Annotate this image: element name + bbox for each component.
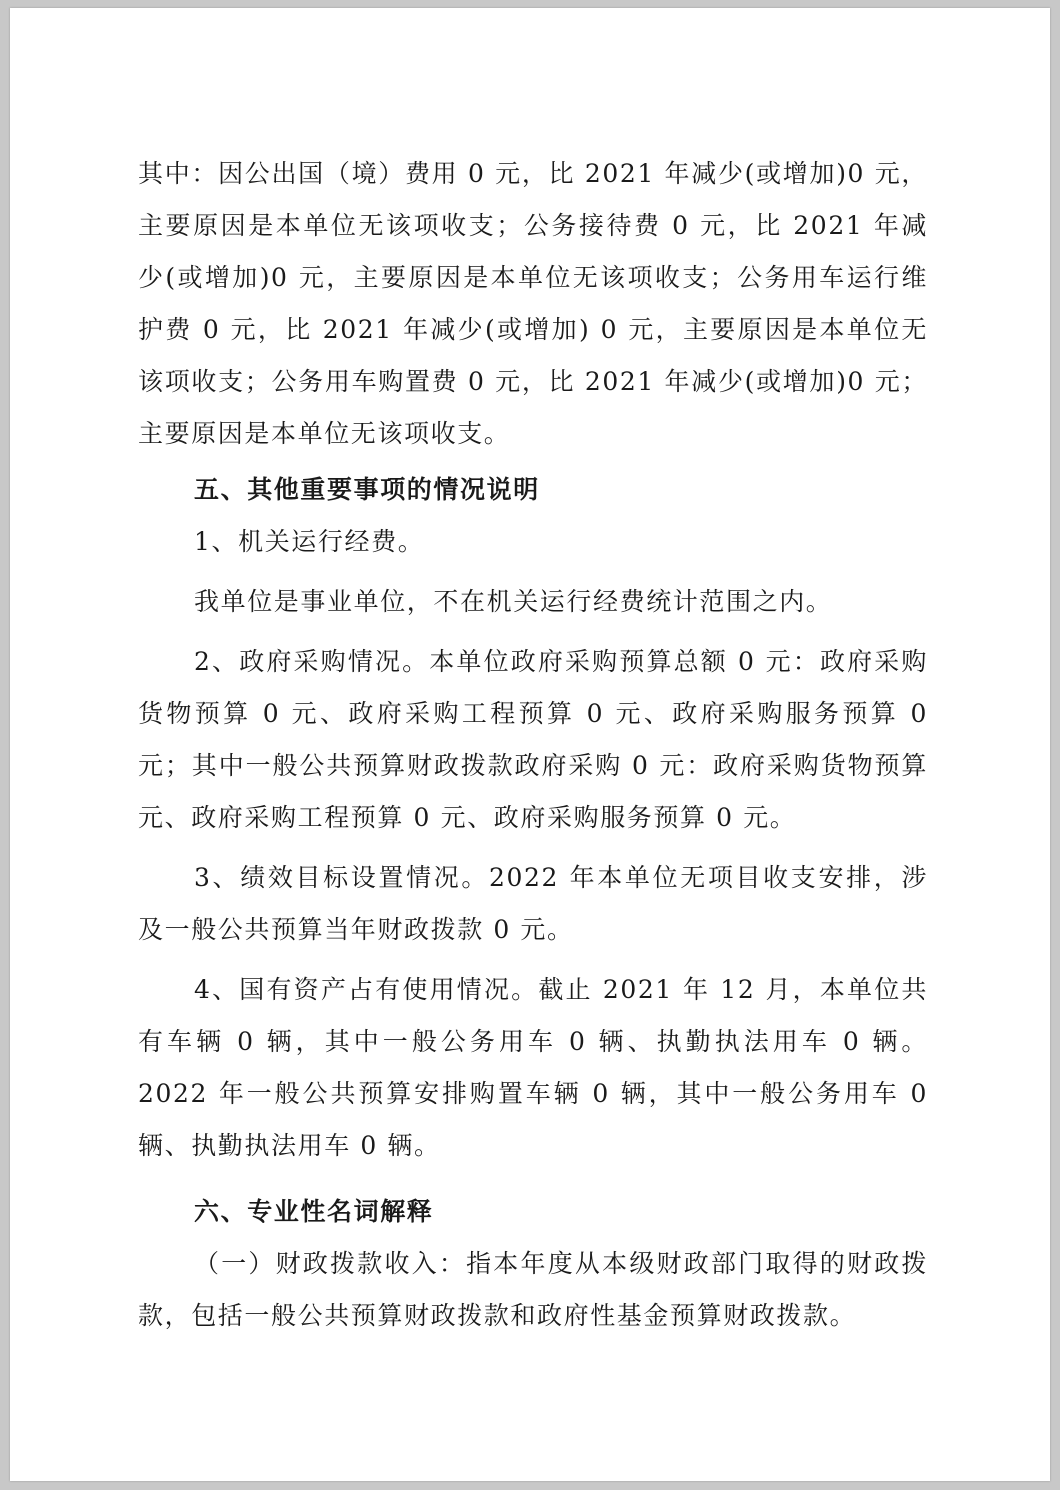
document-body (138, 148, 928, 1342)
paragraph-performance-targets: 3、绩效目标设置情况。2022 年本单位无项目收支安排，涉及一般公共预算当年财政拨款 0 元。 (138, 863, 928, 944)
section-heading-terms: 六、专业性名词解释 (194, 1197, 434, 1226)
section-heading-other-matters: 五、其他重要事项的情况说明 (194, 475, 540, 504)
paragraph-public-expenses: 其中：因公出国（境）费用 0 元，比 2021 年减少(或增加)0 元，主要原因是本单位无该项收支；公务接待费 0 元，比 2021 年减少(或增加)0 元，主要原因是本单位无该项收支；公务用车运行维护费 0 元，比 2021 年减少(或增加) 0 元，主要原因是本单位无该项收支；公务用车购置费 0 元，比 2021 年减少(或增加)0 元；主要原因是本单位无该项收支。 (138, 159, 928, 448)
paragraph-government-procurement: 2、政府采购情况。本单位政府采购预算总额 0 元：政府采购货物预算 0 元、政府采购工程预算 0 元、政府采购服务预算 0 元；其中一般公共预算财政拨款政府采购 0 元：政府采购货物预算元、政府采购工程预算 0 元、政府采购服务预算 0 元。 (138, 647, 928, 832)
paragraph-state-assets: 4、国有资产占有使用情况。截止 2021 年 12 月，本单位共有车辆 0 辆，其中一般公务用车 0 辆、执勤执法用车 0 辆。2022 年一般公共预算安排购置车辆 0 辆，其中一般公务用车 0 辆、执勤执法用车 0 辆。 (138, 975, 928, 1160)
document-page (10, 8, 1050, 1481)
paragraph-operating-costs-title: 1、机关运行经费。 (194, 527, 425, 556)
paragraph-operating-costs-body: 我单位是事业单位，不在机关运行经费统计范围之内。 (194, 587, 833, 616)
paragraph-term-fiscal-appropriation: （一）财政拨款收入：指本年度从本级财政部门取得的财政拨款，包括一般公共预算财政拨款和政府性基金预算财政拨款。 (138, 1249, 928, 1330)
